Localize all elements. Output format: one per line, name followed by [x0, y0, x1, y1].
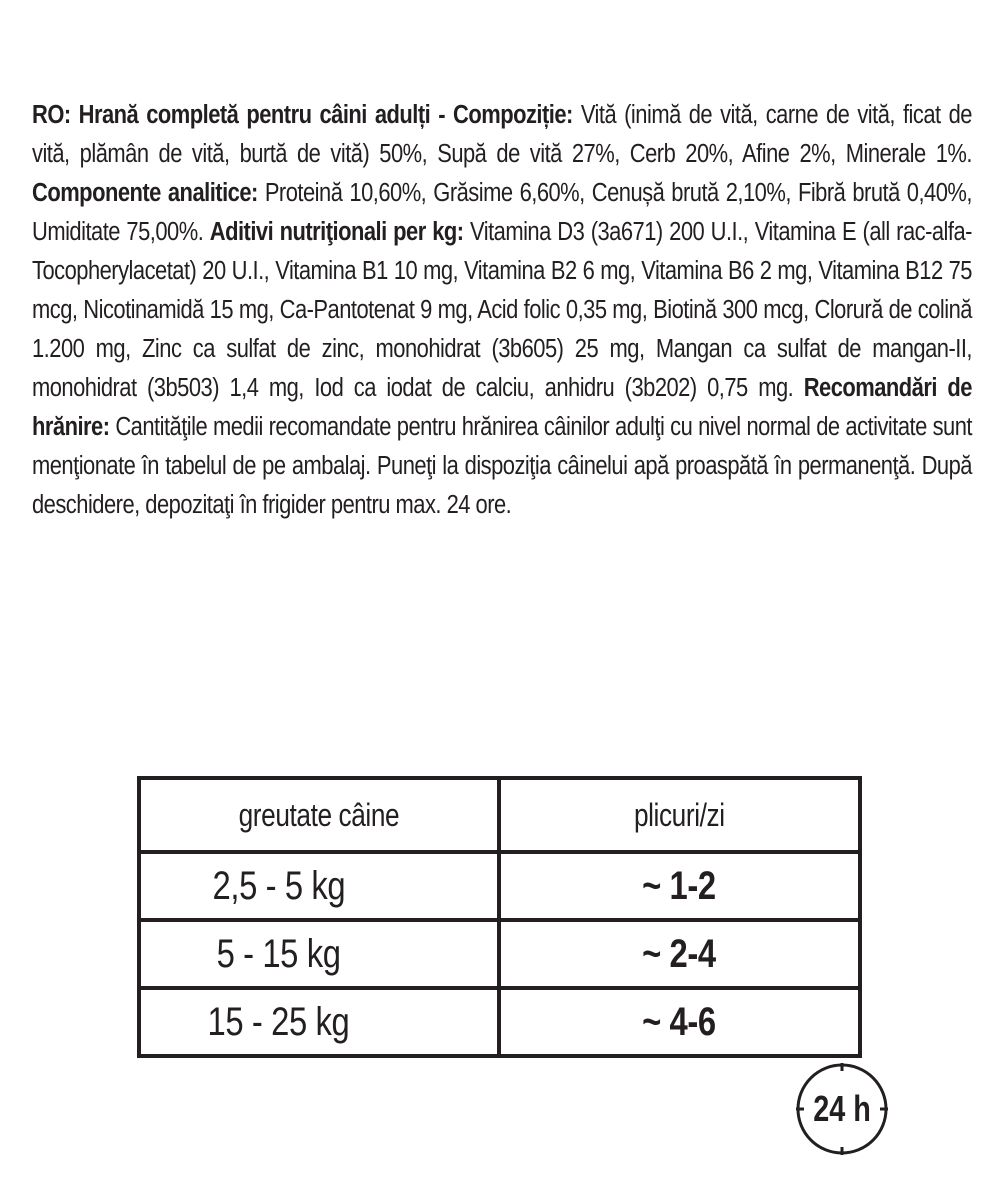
nutritional-additives-heading: Aditivi nutriţionali per kg: [209, 218, 470, 246]
analytic-components-text: Proteină 10,60%, Grăsime 6,60%, Cenușă brută 2,10%, Fibră brută 0,40%, Umiditate 75,00%. [32, 179, 972, 246]
header-dog-weight: greutate câine [139, 778, 499, 852]
storage-duration-label: 24 h [813, 1088, 871, 1129]
feeding-recommendations-heading: Recomandări de hrănire: [32, 374, 972, 441]
table-row [139, 852, 860, 920]
table-header-row [139, 778, 860, 852]
title-composition: RO: Hrană completă pentru câini adulți - Compoziție: [32, 101, 581, 129]
table-row [139, 920, 860, 988]
nutritional-additives-text: Vitamina D3 (3a671) 200 U.I., Vitamina E (all rac-alfa-Tocopherylacetat) 20 U.I., Vitamina B1 10 mg, Vitamina B2 6 mg, Vitamina B6 2 mg, Vitamina B12 75 mcg, Nicotinamidă 15 mg, Ca-Pantotenat 9 mg, Acid folic 0,35 mg, Biotină 300 mcg, Clorură de colină 1.200 mg, Zinc ca sulfat de zinc, monohidrat (3b605) 25 mg, Mangan ca sulfat de mangan-II, monohidrat (3b503) 1,4 mg, Iod ca iodat de calciu, anhidru (3b202) 0,75 mg. [32, 218, 972, 402]
pouches-cell: ~ 4-6 [499, 988, 860, 1056]
weight-cell: 2,5 - 5 kg [139, 852, 499, 920]
header-pouches-per-day: plicuri/zi [499, 778, 860, 852]
analytic-components-heading: Componente analitice: [32, 179, 265, 207]
pouches-cell: ~ 1-2 [499, 852, 860, 920]
feeding-table [137, 776, 862, 1058]
storage-24h-badge [795, 1062, 889, 1156]
product-label-text [32, 96, 972, 525]
pouches-cell: ~ 2-4 [499, 920, 860, 988]
composition-text: Vită (inimă de vită, carne de vită, ficat de vită, plămân de vită, burtă de vită) 50%, Supă de vită 27%, Cerb 20%, Afine 2%, Minerale 1%. [32, 101, 972, 168]
weight-cell: 15 - 25 kg [139, 988, 499, 1056]
table-row [139, 988, 860, 1056]
feeding-recommendations-text: Cantităţile medii recomandate pentru hrănirea câinilor adulţi cu nivel normal de activitate sunt menţionate în tabelul de pe ambalaj. Puneţi la dispoziţia câinelui apă proaspătă în permanenţă. După deschidere, depozitaţi în frigider pentru max. 24 ore. [32, 413, 972, 519]
weight-cell: 5 - 15 kg [139, 920, 499, 988]
